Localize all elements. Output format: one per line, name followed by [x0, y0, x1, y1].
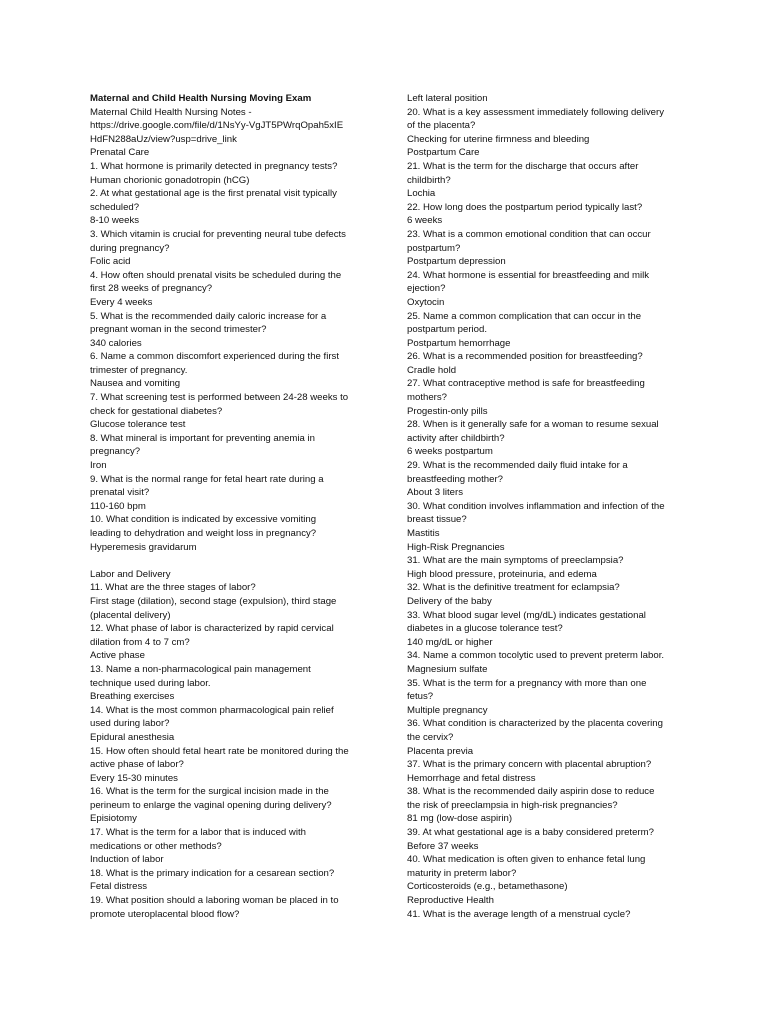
left-column-line: https://drive.google.com/file/d/1NsYy-VgJT5PWrqOpah5xIE — [90, 120, 344, 132]
right-column-line: diabetes in a glucose tolerance test? — [407, 623, 563, 635]
right-column-line: Corticosteroids (e.g., betamethasone) — [407, 881, 568, 893]
right-column-line: the risk of preeclampsia in high-risk pregnancies? — [407, 799, 618, 811]
right-column-line: 31. What are the main symptoms of preeclampsia? — [407, 555, 624, 567]
document-title: Maternal and Child Health Nursing Moving Exam — [90, 93, 312, 104]
right-column-line: 36. What condition is characterized by the placenta covering — [407, 718, 663, 730]
left-column-line: 110-160 bpm — [90, 500, 146, 512]
right-column-line: fetus? — [407, 691, 434, 703]
left-column-line: Breathing exercises — [90, 691, 175, 703]
right-column-line: About 3 liters — [407, 487, 463, 499]
left-column-line: Prenatal Care — [90, 147, 150, 159]
right-column-line: 140 mg/dL or higher — [407, 636, 493, 648]
right-column-line: childbirth? — [407, 174, 451, 186]
left-column-line: technique used during labor. — [90, 677, 211, 689]
left-column-line: Human chorionic gonadotropin (hCG) — [90, 174, 250, 186]
left-column-line: 16. What is the term for the surgical incision made in the — [90, 786, 329, 798]
right-column-line: of the placenta? — [407, 120, 476, 132]
left-column-line: used during labor? — [90, 718, 170, 730]
right-column-line: 34. Name a common tocolytic used to prevent preterm labor. — [407, 650, 665, 662]
left-column-line: Active phase — [90, 650, 145, 662]
right-column-line: postpartum period. — [407, 324, 487, 336]
left-column-line: leading to dehydration and weight loss in pregnancy? — [90, 528, 317, 539]
right-column-line: Postpartum hemorrhage — [407, 337, 511, 349]
left-column-line: first 28 weeks of pregnancy? — [90, 283, 213, 295]
left-column-line: 7. What screening test is performed between 24-28 weeks to — [90, 392, 349, 404]
left-column-line: Episiotomy — [90, 813, 137, 825]
left-column-line: 17. What is the term for a labor that is induced with — [90, 827, 306, 839]
right-column-line: Progestin-only pills — [407, 405, 488, 417]
left-column-line: 11. What are the three stages of labor? — [90, 582, 256, 594]
left-column-line: 14. What is the most common pharmacological pain relief — [90, 704, 334, 716]
left-column-line: during pregnancy? — [90, 242, 170, 254]
right-column-line: 23. What is a common emotional condition that can occur — [407, 228, 651, 240]
right-column-line: Placenta previa — [407, 745, 474, 757]
left-column-line: pregnancy? — [90, 446, 141, 458]
left-column-line: 1. What hormone is primarily detected in pregnancy tests? — [90, 160, 338, 172]
right-column-line: 81 mg (low-dose aspirin) — [407, 813, 513, 825]
left-column-line: Fetal distress — [90, 881, 148, 893]
right-column-line: High-Risk Pregnancies — [407, 541, 505, 553]
left-column-line: 12. What phase of labor is characterized by rapid cervical — [90, 623, 334, 635]
right-column-line: Left lateral position — [407, 93, 488, 104]
right-column-line: Postpartum depression — [407, 256, 506, 268]
left-column-line: First stage (dilation), second stage (expulsion), third stage — [90, 595, 337, 607]
right-column-line: 35. What is the term for a pregnancy with more than one — [407, 677, 647, 689]
right-column-line: the cervix? — [407, 731, 454, 743]
right-column-line: 29. What is the recommended daily fluid intake for a — [407, 460, 628, 472]
left-column-line: 10. What condition is indicated by excessive vomiting — [90, 514, 317, 526]
right-column-line: 20. What is a key assessment immediately following delivery — [407, 106, 665, 118]
right-column-line: Checking for uterine firmness and bleeding — [407, 133, 590, 145]
right-column-line: 33. What blood sugar level (mg/dL) indicates gestational — [407, 609, 646, 621]
left-column-line: (placental delivery) — [90, 609, 171, 621]
left-column-line: medications or other methods? — [90, 840, 222, 852]
left-column-line: 2. At what gestational age is the first prenatal visit typically — [90, 188, 337, 200]
left-column-line: 13. Name a non-pharmacological pain management — [90, 663, 311, 675]
left-column-line: 3. Which vitamin is crucial for preventing neural tube defects — [90, 228, 346, 240]
right-column-line: 21. What is the term for the discharge that occurs after — [407, 160, 639, 172]
right-column-line: 40. What medication is often given to enhance fetal lung — [407, 854, 646, 866]
left-column-line: 19. What position should a laboring woman be placed in to — [90, 895, 339, 907]
right-column-line: breastfeeding mother? — [407, 473, 503, 485]
left-column-line: 5. What is the recommended daily caloric increase for a — [90, 310, 327, 322]
left-column-line: 4. How often should prenatal visits be scheduled during the — [90, 269, 342, 281]
left-column-line: 6. Name a common discomfort experienced during the first — [90, 351, 340, 363]
right-column-line: ejection? — [407, 283, 446, 295]
right-column — [407, 92, 691, 921]
left-column-line: 8-10 weeks — [90, 215, 140, 227]
left-column-line: 9. What is the normal range for fetal heart rate during a — [90, 473, 324, 485]
left-column-line: Folic acid — [90, 256, 131, 268]
right-column-line: activity after childbirth? — [407, 432, 505, 444]
left-column-line: 18. What is the primary indication for a cesarean section? — [90, 867, 335, 879]
left-column-line: dilation from 4 to 7 cm? — [90, 636, 190, 648]
right-column-line: 27. What contraceptive method is safe for breastfeeding — [407, 378, 645, 390]
right-column-line: 41. What is the average length of a menstrual cycle? — [407, 908, 631, 920]
right-column-line: 32. What is the definitive treatment for eclampsia? — [407, 582, 620, 594]
left-column-line: HdFN288aUz/view?usp=drive_link — [90, 133, 237, 145]
right-column-line: Reproductive Health — [407, 895, 494, 907]
left-column-line: Epidural anesthesia — [90, 731, 175, 743]
left-column-line: 8. What mineral is important for preventing anemia in — [90, 432, 316, 444]
right-column-line: 6 weeks postpartum — [407, 446, 493, 458]
left-column-line: trimester of pregnancy. — [90, 364, 188, 376]
left-column — [90, 92, 374, 921]
left-column-line: Labor and Delivery — [90, 568, 171, 580]
right-column-line: 22. How long does the postpartum period typically last? — [407, 201, 643, 213]
right-column-line: Oxytocin — [407, 296, 445, 308]
right-column-line: Magnesium sulfate — [407, 663, 488, 675]
right-column-line: breast tissue? — [407, 514, 467, 526]
right-column-line: Multiple pregnancy — [407, 704, 488, 716]
left-column-line: Every 15-30 minutes — [90, 772, 178, 784]
left-column-line: perineum to enlarge the vaginal opening during delivery? — [90, 799, 332, 811]
right-column-line: postpartum? — [407, 242, 461, 254]
right-column-line: Delivery of the baby — [407, 595, 492, 607]
left-column-line: pregnant woman in the second trimester? — [90, 324, 267, 336]
right-column-line: Before 37 weeks — [407, 840, 479, 852]
left-column-line: promote uteroplacental blood flow? — [90, 908, 240, 920]
right-column-line: 38. What is the recommended daily aspirin dose to reduce — [407, 786, 655, 798]
left-column-line: Maternal Child Health Nursing Notes - — [90, 106, 252, 118]
right-column-line: Mastitis — [407, 528, 440, 539]
left-column-line: Iron — [90, 460, 107, 472]
left-column-line: Nausea and vomiting — [90, 378, 181, 390]
right-column-line: High blood pressure, proteinuria, and edema — [407, 568, 597, 580]
right-column-line: Hemorrhage and fetal distress — [407, 772, 536, 784]
right-column-line: 26. What is a recommended position for breastfeeding? — [407, 351, 643, 363]
left-column-line — [90, 554, 374, 568]
right-column-line: 25. Name a common complication that can occur in the — [407, 310, 642, 322]
left-column-line: 15. How often should fetal heart rate be monitored during the — [90, 745, 349, 757]
right-column-line: Cradle hold — [407, 364, 457, 376]
left-column-line: check for gestational diabetes? — [90, 405, 223, 417]
right-column-line: 6 weeks — [407, 215, 443, 227]
left-column-line: Induction of labor — [90, 854, 164, 866]
right-column-line: mothers? — [407, 392, 447, 404]
right-column-line: maturity in preterm labor? — [407, 867, 517, 879]
right-column-line: Lochia — [407, 188, 436, 200]
left-column-line: 340 calories — [90, 337, 142, 349]
left-column-line: active phase of labor? — [90, 759, 184, 771]
left-column-line: Glucose tolerance test — [90, 419, 186, 431]
left-column-line: scheduled? — [90, 201, 140, 213]
right-column-line: Postpartum Care — [407, 147, 480, 159]
right-column-line: 30. What condition involves inflammation and infection of the — [407, 500, 665, 512]
right-column-line: 24. What hormone is essential for breastfeeding and milk — [407, 269, 650, 281]
left-column-line: Every 4 weeks — [90, 296, 153, 308]
right-column-line: 37. What is the primary concern with placental abruption? — [407, 759, 652, 771]
right-column-line: 39. At what gestational age is a baby considered preterm? — [407, 827, 654, 839]
left-column-line: prenatal visit? — [90, 487, 150, 499]
right-column-line: 28. When is it generally safe for a woman to resume sexual — [407, 419, 659, 431]
left-column-line: Hyperemesis gravidarum — [90, 541, 197, 553]
